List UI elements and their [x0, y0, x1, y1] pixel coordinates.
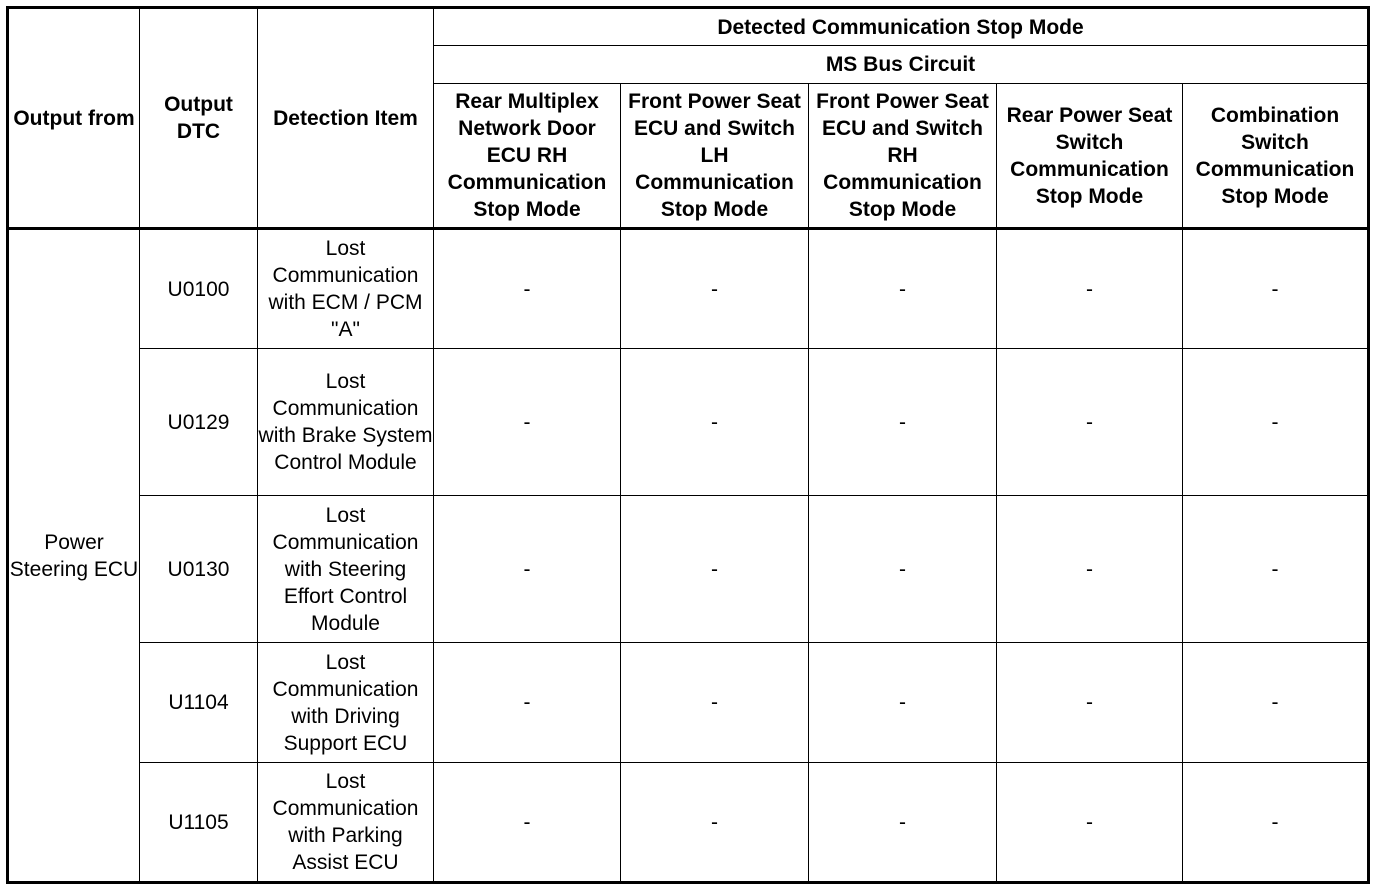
dtc-table	[6, 6, 1370, 884]
mode-value: -	[1183, 763, 1369, 883]
table-row	[8, 229, 1369, 349]
detection-item: Lost Communication with Parking Assist ECU	[258, 763, 434, 883]
mode-value: -	[809, 643, 997, 763]
mode-value: -	[621, 229, 809, 349]
mode-value: -	[1183, 229, 1369, 349]
header-detected-communication-stop-mode: Detected Communication Stop Mode	[434, 8, 1369, 46]
mode-value: -	[1183, 643, 1369, 763]
table-row	[8, 763, 1369, 883]
detection-item: Lost Communication with ECM / PCM "A"	[258, 229, 434, 349]
output-from-cell: Power Steering ECU	[8, 229, 140, 883]
mode-value: -	[434, 763, 621, 883]
table-row	[8, 643, 1369, 763]
header-output-dtc: Output DTC	[140, 8, 258, 229]
mode-value: -	[997, 229, 1183, 349]
header-mode-rear-multiplex-door-rh: Rear Multiplex Network Door ECU RH Communication Stop Mode	[434, 84, 621, 229]
mode-value: -	[621, 643, 809, 763]
header-ms-bus-circuit: MS Bus Circuit	[434, 46, 1369, 84]
detection-item: Lost Communication with Brake System Control Module	[258, 349, 434, 496]
mode-value: -	[997, 643, 1183, 763]
mode-value: -	[997, 763, 1183, 883]
table-row	[8, 496, 1369, 643]
dtc-code: U1105	[140, 763, 258, 883]
mode-value: -	[621, 349, 809, 496]
header-mode-rear-power-seat-switch: Rear Power Seat Switch Communication Stop Mode	[997, 84, 1183, 229]
mode-value: -	[997, 496, 1183, 643]
header-mode-combination-switch: Combination Switch Communication Stop Mode	[1183, 84, 1369, 229]
mode-value: -	[1183, 349, 1369, 496]
header-mode-front-power-seat-lh: Front Power Seat ECU and Switch LH Communication Stop Mode	[621, 84, 809, 229]
mode-value: -	[434, 496, 621, 643]
table-row	[8, 349, 1369, 496]
dtc-code: U1104	[140, 643, 258, 763]
header-detection-item: Detection Item	[258, 8, 434, 229]
mode-value: -	[434, 349, 621, 496]
mode-value: -	[809, 763, 997, 883]
detection-item: Lost Communication with Steering Effort Control Module	[258, 496, 434, 643]
mode-value: -	[434, 229, 621, 349]
dtc-code: U0100	[140, 229, 258, 349]
mode-value: -	[809, 229, 997, 349]
mode-value: -	[434, 643, 621, 763]
mode-value: -	[621, 763, 809, 883]
detection-item: Lost Communication with Driving Support ECU	[258, 643, 434, 763]
mode-value: -	[809, 496, 997, 643]
mode-value: -	[997, 349, 1183, 496]
header-mode-front-power-seat-rh: Front Power Seat ECU and Switch RH Communication Stop Mode	[809, 84, 997, 229]
mode-value: -	[1183, 496, 1369, 643]
header-output-from: Output from	[8, 8, 140, 229]
dtc-code: U0130	[140, 496, 258, 643]
mode-value: -	[621, 496, 809, 643]
dtc-code: U0129	[140, 349, 258, 496]
mode-value: -	[809, 349, 997, 496]
